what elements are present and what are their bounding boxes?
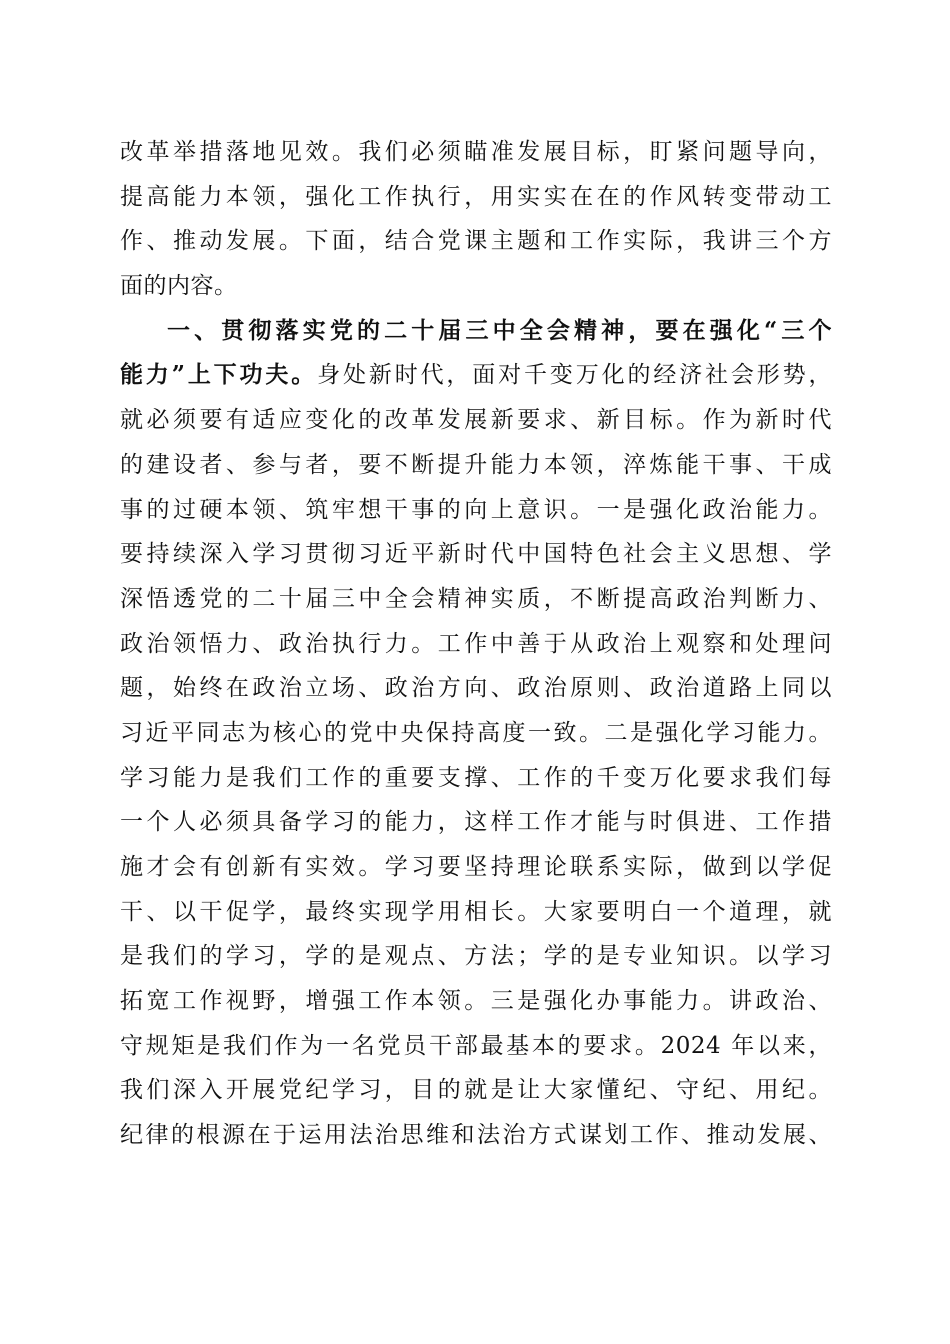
text-line: 就必须要有适应变化的改革发展新要求、新目标。作为新时代 — [120, 407, 832, 434]
text-line: 守规矩是我们作为一名党员干部最基本的要求。2024 年以来， — [120, 1032, 832, 1059]
text-line: 习近平同志为核心的党中央保持高度一致。二是强化学习能力。 — [120, 719, 832, 746]
text-line: 学习能力是我们工作的重要支撑、工作的千变万化要求我们每 — [120, 764, 832, 791]
text-line: 改革举措落地见效。我们必须瞄准发展目标，盯紧问题导向， — [120, 139, 832, 165]
text-line: 我们深入开展党纪学习，目的就是让大家懂纪、守纪、用纪。 — [120, 1077, 832, 1104]
text-line: 要持续深入学习贯彻习近平新时代中国特色社会主义思想、学 — [120, 541, 832, 568]
section-heading-end: 能力”上下功夫。 — [120, 361, 318, 389]
text-line: 题，始终在政治立场、政治方向、政治原则、政治道路上同以 — [120, 675, 832, 702]
document-body — [120, 130, 832, 1158]
text-line: 事的过硬本领、筑牢想干事的向上意识。一是强化政治能力。 — [120, 496, 832, 523]
text-line — [120, 353, 832, 398]
text-line: 作、推动发展。下面，结合党课主题和工作实际，我讲三个方 — [120, 228, 832, 255]
text-line: 政治领悟力、政治执行力。工作中善于从政治上观察和处理问 — [120, 630, 832, 657]
text-fragment: 身处新时代，面对千变万化的经济社会形势， — [317, 362, 832, 389]
text-line: 纪律的根源在于运用法治思维和法治方式谋划工作、推动发展、 — [120, 1122, 832, 1149]
text-line: 是我们的学习，学的是观点、方法；学的是专业知识。以学习 — [120, 943, 832, 970]
text-line: 面的内容。 — [120, 273, 238, 300]
section-heading-line: 一、贯彻落实党的二十届三中全会精神，要在强化“三个 — [167, 316, 832, 344]
text-line: 施才会有创新有实效。学习要坚持理论联系实际，做到以学促 — [120, 854, 832, 880]
text-line: 深悟透党的二十届三中全会精神实质，不断提高政治判断力、 — [120, 585, 832, 612]
text-line: 一个人必须具备学习的能力，这样工作才能与时俱进、工作措 — [120, 809, 832, 836]
text-line: 的建设者、参与者，要不断提升能力本领，淬炼能干事、干成 — [120, 451, 832, 478]
text-line: 干、以干促学，最终实现学用相长。大家要明白一个道理，就 — [120, 898, 832, 925]
text-line: 提高能力本领，强化工作执行，用实实在在的作风转变带动工 — [120, 183, 832, 210]
text-line: 拓宽工作视野，增强工作本领。三是强化办事能力。讲政治、 — [120, 988, 832, 1015]
